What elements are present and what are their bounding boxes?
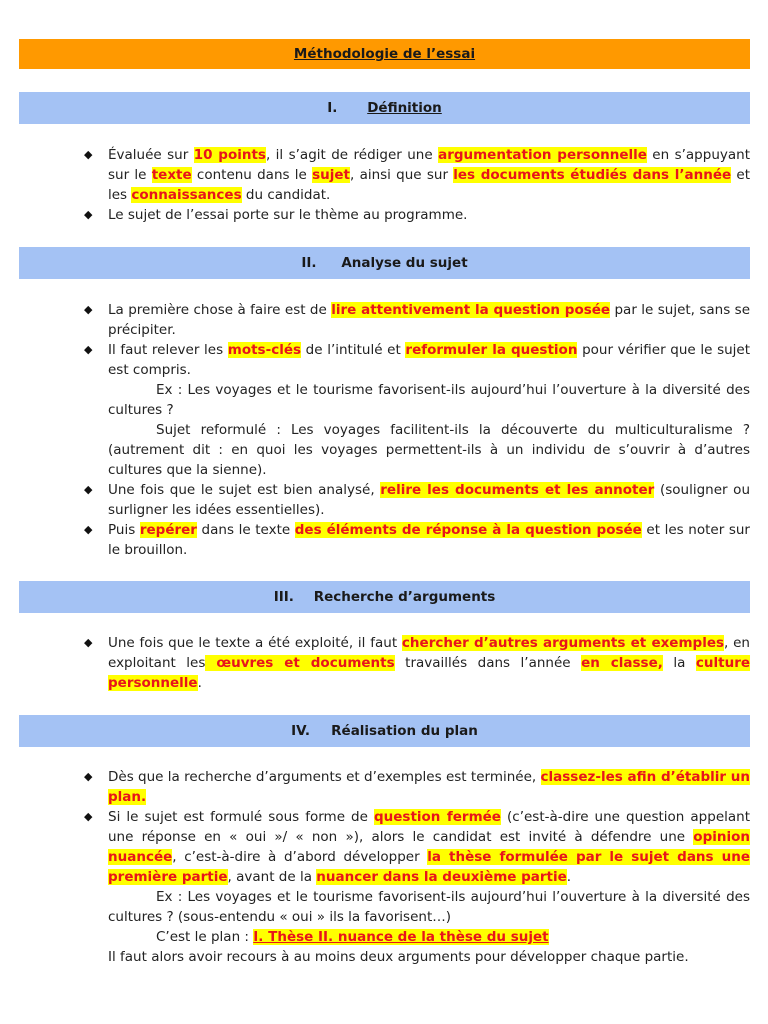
section-heading-3: [19, 581, 750, 613]
section-label: Définition: [367, 100, 442, 116]
document-title: Méthodologie de l’essai: [293, 46, 476, 62]
list-item: ◆ Si le sujet est formulé sous forme de question fermée (c’est-à-dire une question appelant une réponse en « oui »/ « non »), alors le candidat est invité à défendre une opinion nuancée, c’est-à-dire à d’abord développer la thèse formulée par le sujet dans une première partie, avant de la nuancer dans la deuxième partie.: [84, 809, 750, 885]
diamond-bullet-icon: ◆: [84, 770, 93, 783]
diamond-bullet-icon: ◆: [84, 148, 93, 161]
section-heading-2: [19, 247, 750, 279]
section-number: III.: [273, 589, 294, 605]
section-4-content: [84, 767, 750, 967]
list-item: ◆ La première chose à faire est de lire attentivement la question posée par le sujet, sans se précipiter.: [84, 302, 751, 338]
document-title-bar: [19, 39, 750, 69]
section-heading-4: [19, 715, 750, 747]
list-item: ◆ Une fois que le texte a été exploité, il faut chercher d’autres arguments et exemples, en exploitant les œuvres et documents travaillés dans l’année en classe, la culture personnelle.: [84, 635, 751, 691]
section-3-content: [84, 633, 750, 693]
list-item: ◆ Puis repérer dans le texte des éléments de réponse à la question posée et les noter sur le brouillon.: [84, 522, 750, 558]
reformulated-text: Sujet reformulé : Les voyages facilitent-ils la découverte du multiculturalisme ? (autrement dit : en quoi les voyages permettent-ils à un individu de s’ouvrir à d’autres cultures que la sienne).: [108, 422, 750, 478]
section-1-content: [84, 145, 750, 225]
section-number: IV.: [291, 723, 310, 739]
list-item: ◆ Évaluée sur 10 points, il s’agit de rédiger une argumentation personnelle en s’appuyant sur le texte contenu dans le sujet, ainsi que sur les documents étudiés dans l’année et les connaissances du candidat.: [84, 147, 750, 203]
example-text: Ex : Les voyages et le tourisme favorisent-ils aujourd’hui l’ouverture à la diversité des cultures ?: [108, 382, 750, 418]
list-item: ◆ Il faut relever les mots-clés de l’intitulé et reformuler la question pour vérifier que le sujet est compris.: [84, 342, 751, 378]
closing-text: Il faut alors avoir recours à au moins deux arguments pour développer chaque partie.: [108, 949, 689, 965]
diamond-bullet-icon: ◆: [84, 636, 93, 649]
section-2-content: [84, 300, 750, 560]
diamond-bullet-icon: ◆: [84, 810, 93, 823]
section-number: II.: [301, 255, 317, 271]
list-item: ◆ Dès que la recherche d’arguments et d’exemples est terminée, classez-les afin d’établir un plan.: [84, 769, 750, 805]
section-label: Analyse du sujet: [341, 255, 468, 271]
section-label: Recherche d’arguments: [313, 589, 496, 605]
diamond-bullet-icon: ◆: [84, 208, 93, 221]
section-label: Réalisation du plan: [331, 723, 478, 739]
diamond-bullet-icon: ◆: [84, 343, 93, 356]
plan-text: C’est le plan : I. Thèse II. nuance de la thèse du sujet: [156, 929, 549, 945]
section-heading-1: [19, 92, 750, 124]
section-number: I.: [327, 100, 338, 116]
list-item: ◆ Le sujet de l’essai porte sur le thème au programme.: [84, 207, 468, 223]
diamond-bullet-icon: ◆: [84, 483, 93, 496]
example-text: Ex : Les voyages et le tourisme favorisent-ils aujourd’hui l’ouverture à la diversité des cultures ? (sous-entendu « oui » ils la favorisent…): [108, 889, 750, 925]
diamond-bullet-icon: ◆: [84, 303, 93, 316]
diamond-bullet-icon: ◆: [84, 523, 93, 536]
list-item: ◆ Une fois que le sujet est bien analysé, relire les documents et les annoter (souligner ou surligner les idées essentielles).: [84, 482, 750, 518]
